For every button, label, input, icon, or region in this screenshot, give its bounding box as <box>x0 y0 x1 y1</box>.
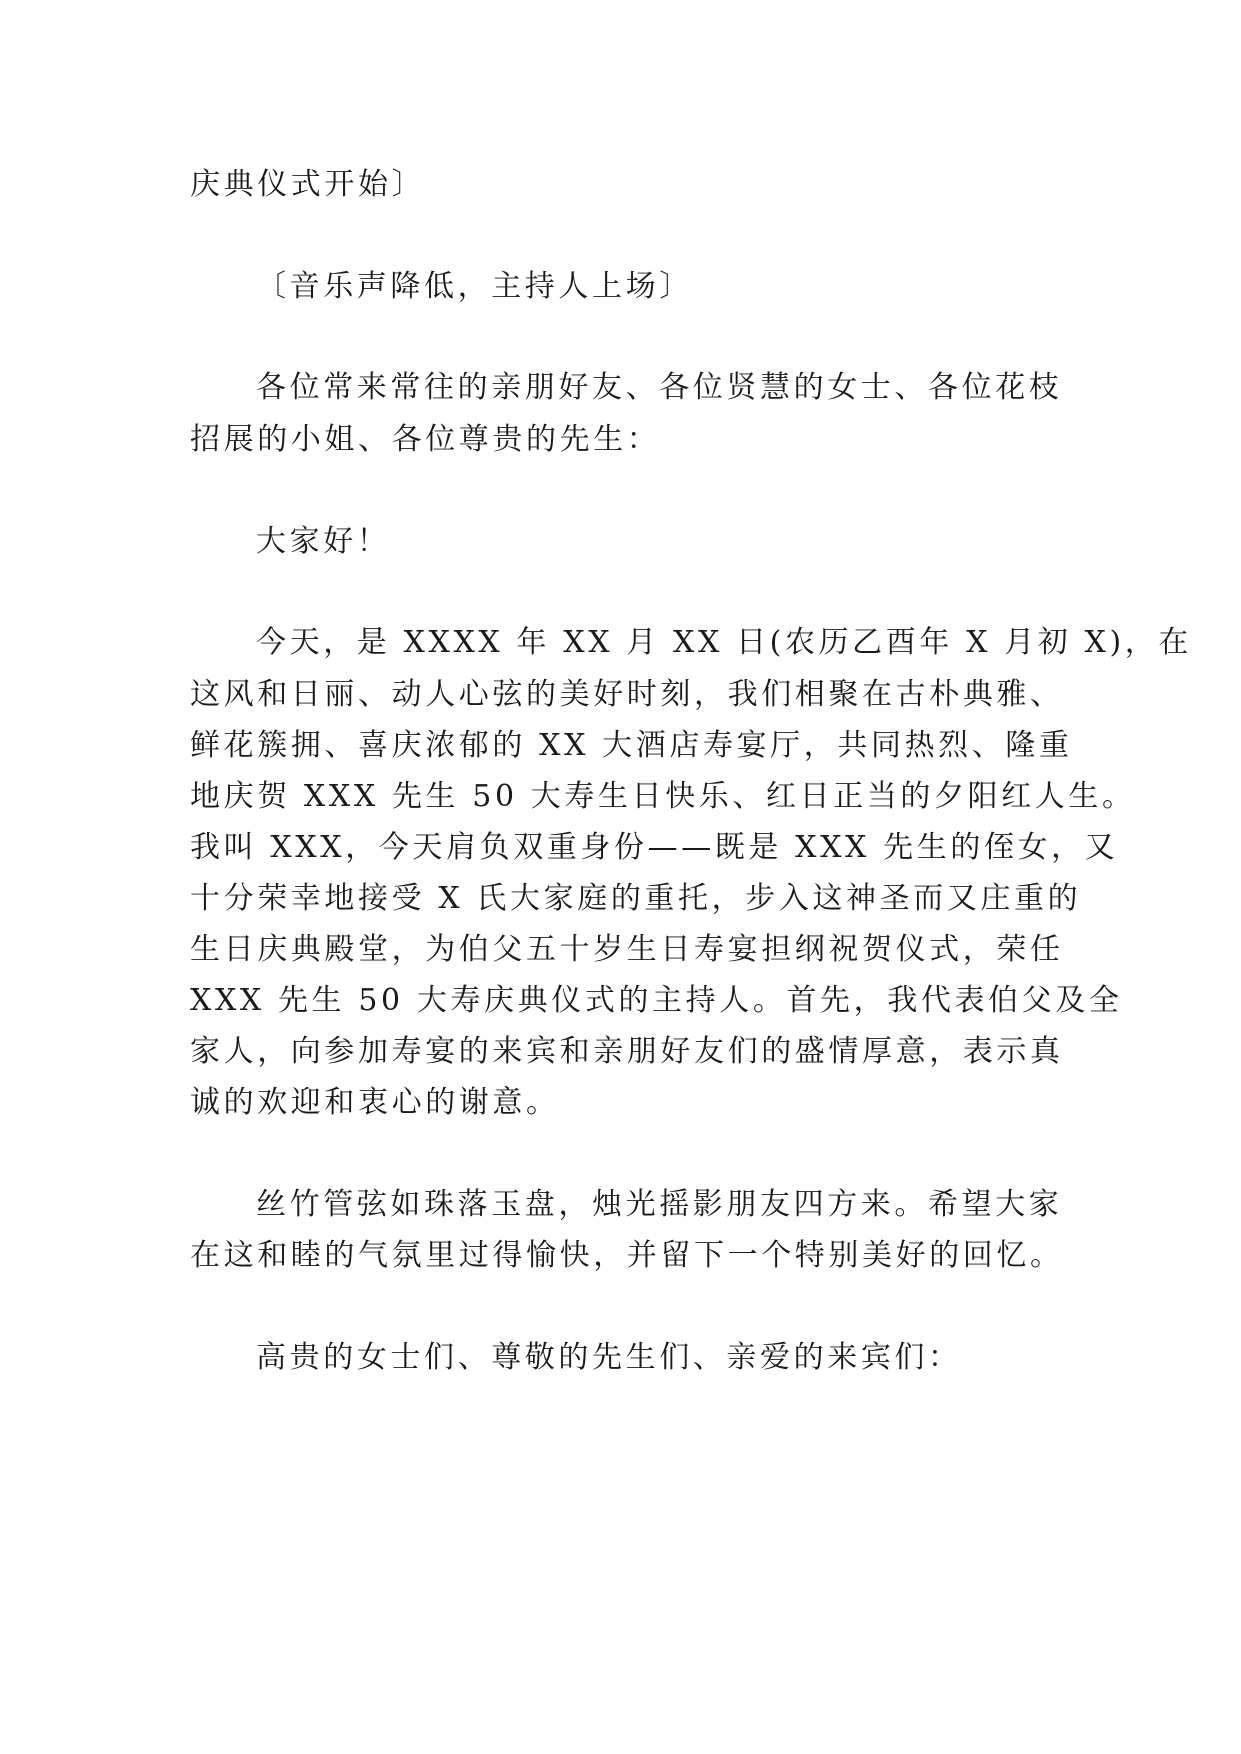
text-line: 在这和睦的气氛里过得愉快，并留下一个特别美好的回忆。 <box>190 1238 1064 1273</box>
text-line: 高贵的女士们、尊敬的先生们、亲爱的来宾们： <box>256 1340 962 1375</box>
text-line: 这风和日丽、动人心弦的美好时刻，我们相聚在古朴典雅、 <box>190 677 1064 712</box>
text-line: 〔音乐声降低，主持人上场〕 <box>256 269 693 304</box>
text-line: 生日庆典殿堂，为伯父五十岁生日寿宴担纲祝贺仪式，荣任 <box>190 932 1064 967</box>
text-line: 家人，向参加寿宴的来宾和亲朋好友们的盛情厚意，表示真 <box>190 1034 1064 1069</box>
text-line: XXX 先生 50 大寿庆典仪式的主持人。首先，我代表伯父及全 <box>190 983 1123 1018</box>
text-line: 十分荣幸地接受 X 氏大家庭的重托，步入这神圣而又庄重的 <box>190 881 1082 916</box>
text-line: 诚的欢迎和衷心的谢意。 <box>190 1085 560 1120</box>
text-line: 我叫 XXX，今天肩负双重身份——既是 XXX 先生的侄女，又 <box>190 830 1119 865</box>
text-line: 招展的小姐、各位尊贵的先生： <box>190 422 661 457</box>
text-line: 今天，是 XXXX 年 XX 月 XX 日(农历乙酉年 X 月初 X)，在 <box>256 625 1193 660</box>
text-line: 庆典仪式开始〕 <box>190 167 426 202</box>
text-line: 丝竹管弦如珠落玉盘，烛光摇影朋友四方来。希望大家 <box>256 1187 1063 1222</box>
text-line: 地庆贺 XXX 先生 50 大寿生日快乐、红日正当的夕阳红人生。 <box>190 779 1136 814</box>
text-line: 各位常来常往的亲朋好友、各位贤慧的女士、各位花枝 <box>256 370 1063 405</box>
text-line: 鲜花簇拥、喜庆浓郁的 XX 大酒店寿宴厅，共同热烈、隆重 <box>190 728 1073 763</box>
text-line: 大家好！ <box>256 524 391 559</box>
